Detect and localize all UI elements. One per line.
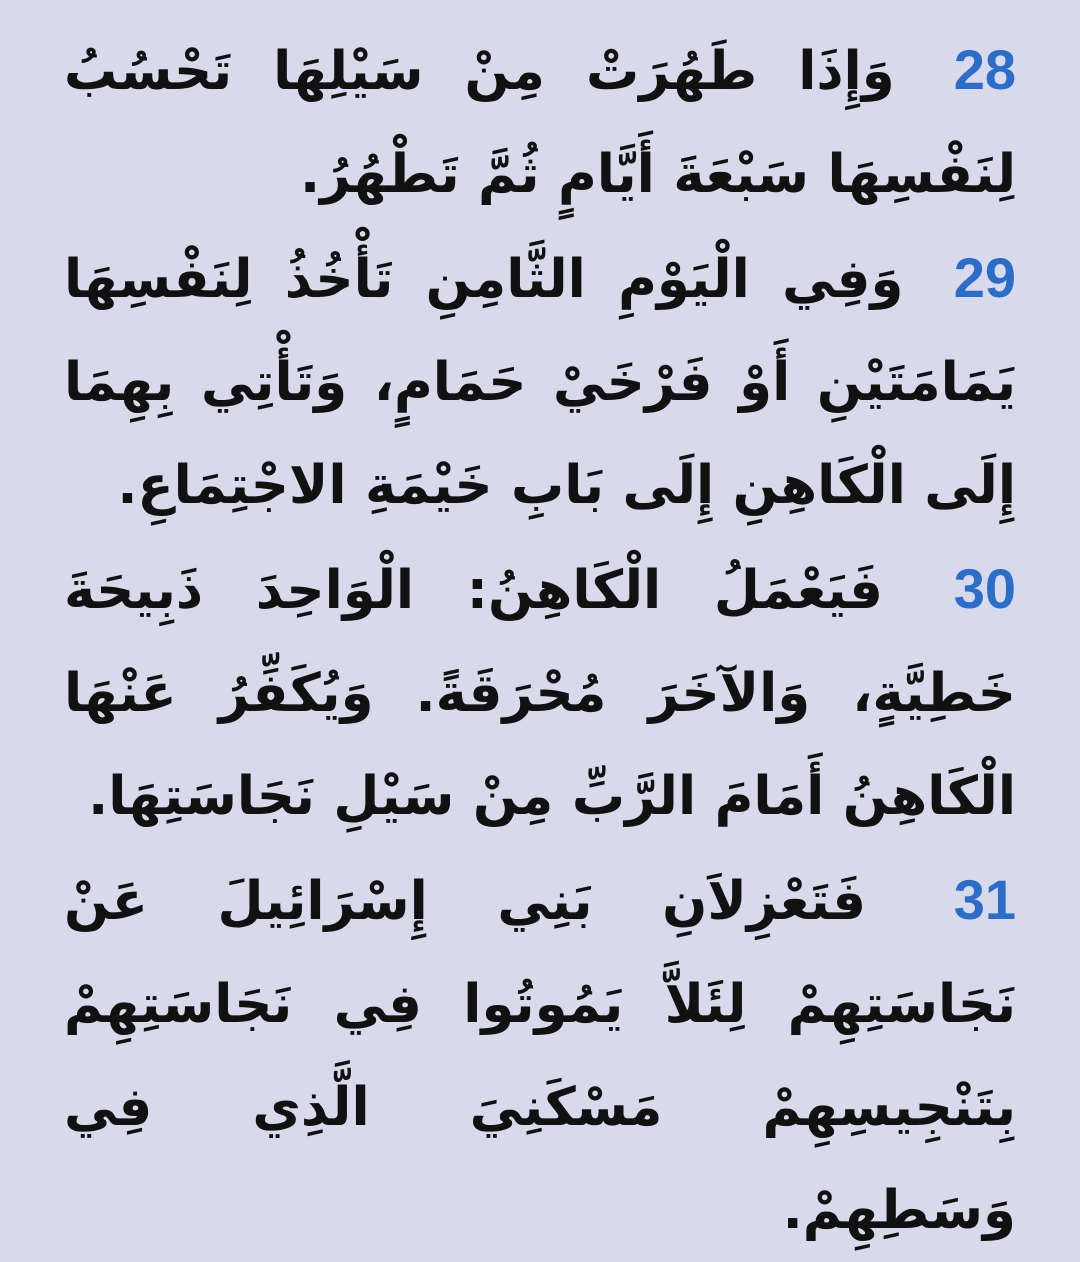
verse-text: وَفِي الْيَوْمِ الثَّامِنِ تَأْخُذُ لِنَفْسِهَا يَمَامَتَيْنِ أَوْ فَرْخَيْ حَمَامٍ، وَتَأْتِي بِهِمَا إِلَى الْكَاهِنِ إِلَى بَابِ خَيْمَةِ الاجْتِمَاعِ. [64,249,1016,516]
verse-text: وَإِذَا طَهُرَتْ مِنْ سَيْلِهَا تَحْسُبُ لِنَفْسِهَا سَبْعَةَ أَيَّامٍ ثُمَّ تَطْهُرُ. [64,41,1016,205]
verse-number: 28 [953,38,1017,101]
verse-28[interactable] [64,18,1016,226]
verse-text: فَتَعْزِلاَنِ بَنِي إِسْرَائِيلَ عَنْ نَجَاسَتِهِمْ لِئَلاَّ يَمُوتُوا فِي نَجَاسَتِهِمْ بِتَنْجِيسِهِمْ مَسْكَنِيَ الَّذِي فِي وَسَطِهِمْ. [64,871,1016,1241]
verse-number: 31 [953,868,1017,931]
verse-number: 30 [953,557,1017,620]
verse-number: 29 [953,246,1016,309]
verse-31[interactable] [64,848,1016,1262]
verse-30[interactable] [64,537,1016,848]
verse-text: فَيَعْمَلُ الْكَاهِنُ: الْوَاحِدَ ذَبِيحَةَ خَطِيَّةٍ، وَالآخَرَ مُحْرَقَةً. وَيُكَفِّرُ عَنْهَا الْكَاهِنُ أَمَامَ الرَّبِّ مِنْ سَيْلِ نَجَاسَتِهَا. [64,560,1016,827]
verse-29[interactable] [64,226,1016,537]
